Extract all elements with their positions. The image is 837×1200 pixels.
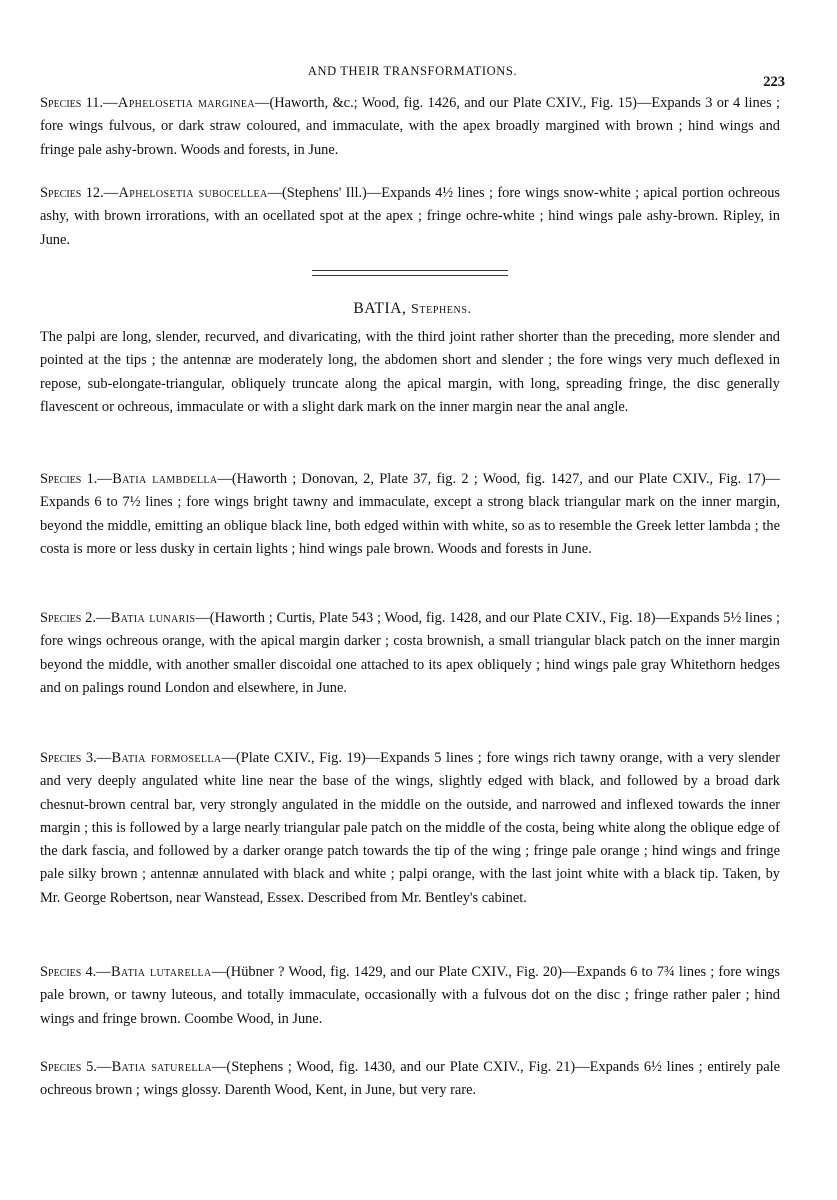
species-entry: [40, 1056, 780, 1103]
species-number: Species 11.: [40, 95, 104, 111]
species-entry: [40, 607, 780, 700]
species-entry: [40, 961, 780, 1031]
genus-author: Stephens.: [411, 302, 472, 317]
species-description: —(Stephens ; Wood, fig. 1430, and our Plate CXIV., Fig. 21)—Expands 6½ lines ; entirely pale ochreous brown ; wings glossy. Darenth Wood, Kent, in June, but very rare.: [40, 1059, 781, 1099]
running-head: AND THEIR TRANSFORMATIONS.: [307, 64, 518, 78]
section-divider: [312, 270, 508, 271]
genus-heading: [40, 300, 785, 318]
book-page: [40, 0, 785, 1200]
species-number: Species 3.: [40, 750, 97, 766]
species-name: —Batia lambdella: [97, 471, 218, 487]
species-entry: [40, 92, 780, 162]
genus-description: The palpi are long, slender, recurved, and divaricating, with the third joint rather shorter than the preceding, more slender and pointed at the tips ; the antennæ are moderately long, the abdomen short and slender ; the fore wings very much deflexed in repose, sub-elongate-triangular, obliquely truncate along the apical margin, with long, spreading fringe, the disc generally flavescent or ochreous, immaculate or with a slight dark mark on the inner margin near the anal angle.: [40, 329, 780, 415]
species-name: —Batia saturella: [96, 1059, 213, 1075]
species-number: Species 12.: [40, 185, 104, 201]
species-number: Species 1.: [40, 471, 98, 487]
section-divider: [312, 275, 508, 276]
species-description: —(Haworth ; Curtis, Plate 543 ; Wood, fig. 1428, and our Plate CXIV., Fig. 18)—Expands 5½ lines ; fore wings ochreous orange, with the apical margin darker ; costa brownish, a small triangular black patch on the inner margin beyond the middle, with another smaller discoidal one attached to its apex obliquely ; hind wings pale gray Whitethorn hedges and on palings round London and elsewhere, in June.: [40, 610, 781, 696]
species-number: Species 2.: [40, 610, 96, 626]
species-name: —Aphelosetia subocellea: [103, 185, 268, 201]
page-number: 223: [763, 74, 785, 90]
species-description: —(Hübner ? Wood, fig. 1429, and our Plate CXIV., Fig. 20)—Expands 6 to 7¾ lines ; fore wings pale brown, or tawny luteous, and totally immaculate, occasionally with a fulvous dot on the disc ; fringe rather paler ; hind wings and fringe brown. Coombe Wood, in June.: [40, 964, 780, 1027]
species-description: —(Haworth, &c.; Wood, fig. 1426, and our Plate CXIV., Fig. 15)—Expands 3 or 4 lines ; fore wings fulvous, or dark straw coloured, and immaculate, with the apex broadly margined with brown ; hind wings and fringe pale ashy-brown. Woods and forests, in June.: [40, 95, 780, 158]
species-entry: [40, 182, 780, 252]
species-name: —Batia formosella: [96, 750, 222, 766]
species-number: Species 4.: [40, 964, 97, 980]
genus-name: BATIA,: [353, 300, 407, 317]
species-name: —Batia lunaris: [95, 610, 196, 626]
species-name: —Aphelosetia marginea: [103, 95, 256, 111]
species-entry: [40, 468, 780, 561]
species-entry: [40, 747, 780, 910]
species-name: —Batia lutarella: [96, 964, 212, 980]
species-description: —(Plate CXIV., Fig. 19)—Expands 5 lines ; fore wings rich tawny orange, with a very slender and very deeply angulated white line near the base of the wings, slightly edged with black, and followed by a broad dark chesnut-brown central bar, very strongly angulated in the middle on the outside, and narrowed and inflexed towards the inner margin ; this is followed by a large nearly triangular pale patch on the middle of the costa, being white along the oblique edge of the dark fascia, and followed by a darker orange patch towards the tip of the wing ; fringe pale orange ; hind wings and fringe pale silky brown ; antennæ annulated with black and white ; palpi orange, with the last joint white with a black tip. Taken, by Mr. George Robertson, near Wanstead, Essex. Described from Mr. Bentley's cabinet.: [40, 750, 780, 906]
species-description: —(Stephens' Ill.)—Expands 4½ lines ; fore wings snow-white ; apical portion ochreous ashy, with brown irrorations, with an ocellated spot at the apex ; fringe ochre-white ; hind wings pale ashy-brown. Ripley, in June.: [40, 185, 780, 248]
species-description: —(Haworth ; Donovan, 2, Plate 37, fig. 2 ; Wood, fig. 1427, and our Plate CXIV., Fig. 17)—Expands 6 to 7½ lines ; fore wings bright tawny and immaculate, except a strong black triangular mark on the inner margin, beyond the middle, emitting an oblique black line, both edged within with white, so as to resemble the Greek letter lambda ; the costa is more or less dusky in certain lights ; hind wings pale brown. Woods and forests in June.: [40, 471, 781, 557]
species-number: Species 5.: [40, 1059, 97, 1075]
